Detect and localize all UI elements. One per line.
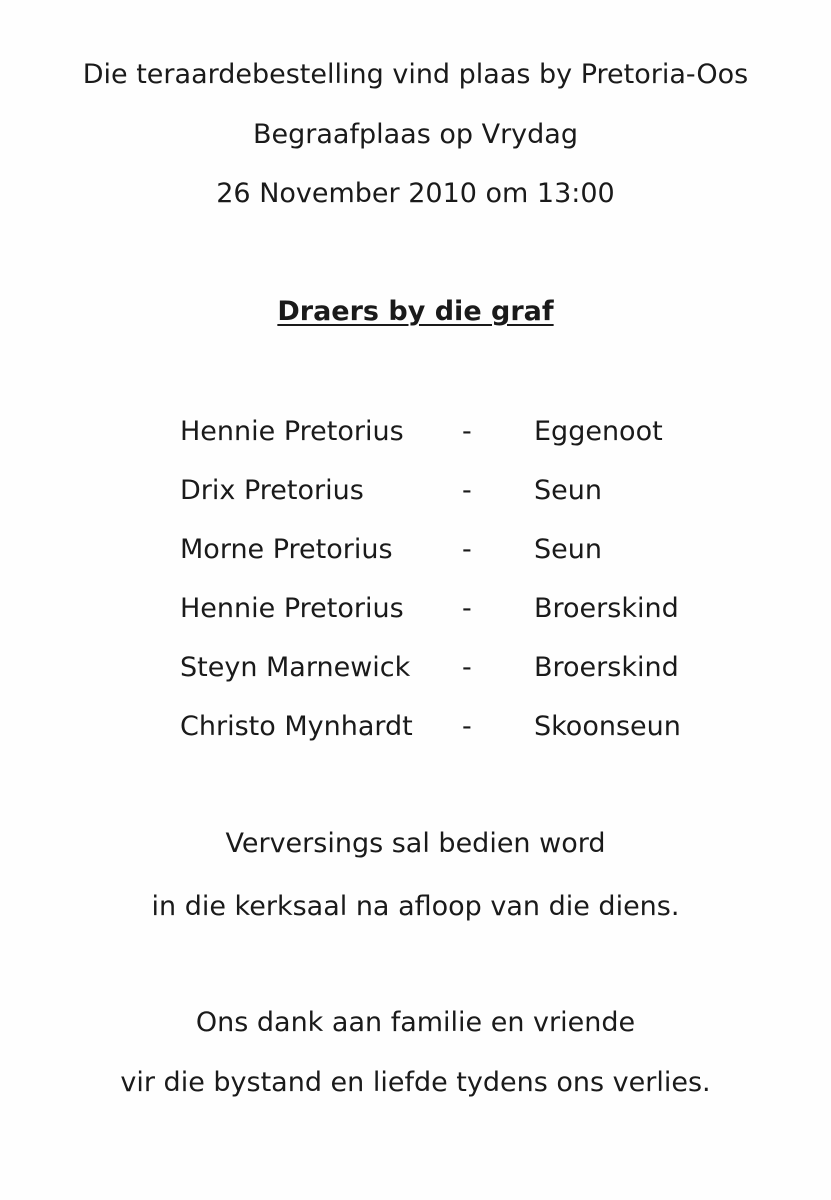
bearers-heading: Draers by die graf bbox=[277, 296, 554, 327]
bearer-name: Christo Mynhardt bbox=[180, 711, 413, 742]
bearer-row bbox=[0, 707, 831, 747]
announcement-line-3: 26 November 2010 om 13:00 bbox=[216, 178, 615, 209]
bearer-row bbox=[0, 589, 831, 629]
bearer-separator: - bbox=[462, 593, 472, 624]
bearer-row bbox=[0, 471, 831, 511]
bearer-relation: Seun bbox=[534, 475, 602, 506]
bearer-name: Morne Pretorius bbox=[180, 534, 393, 565]
refreshments-line-1: Verversings sal bedien word bbox=[225, 828, 606, 859]
bearer-name: Hennie Pretorius bbox=[180, 416, 404, 447]
bearer-separator: - bbox=[462, 534, 472, 565]
bearer-name: Drix Pretorius bbox=[180, 475, 364, 506]
announcement-line-1: Die teraardebestelling vind plaas by Pretoria-Oos bbox=[82, 59, 749, 90]
thanks-line-1: Ons dank aan familie en vriende bbox=[195, 1007, 636, 1038]
bearer-separator: - bbox=[462, 652, 472, 683]
bearer-separator: - bbox=[462, 475, 472, 506]
announcement-line-2: Begraafplaas op Vrydag bbox=[253, 119, 578, 150]
bearer-relation: Skoonseun bbox=[534, 711, 681, 742]
bearer-row bbox=[0, 530, 831, 570]
refreshments-line-2: in die kerksaal na afloop van die diens. bbox=[151, 891, 680, 922]
bearer-separator: - bbox=[462, 711, 472, 742]
thanks-line-2: vir die bystand en liefde tydens ons verlies. bbox=[120, 1067, 711, 1098]
bearer-relation: Broerskind bbox=[534, 652, 679, 683]
bearer-relation: Eggenoot bbox=[534, 416, 663, 447]
bearer-name: Steyn Marnewick bbox=[180, 652, 411, 683]
bearer-name: Hennie Pretorius bbox=[180, 593, 404, 624]
bearer-relation: Broerskind bbox=[534, 593, 679, 624]
bearer-row bbox=[0, 412, 831, 452]
bearer-relation: Seun bbox=[534, 534, 602, 565]
bearer-separator: - bbox=[462, 416, 472, 447]
bearer-row bbox=[0, 648, 831, 688]
